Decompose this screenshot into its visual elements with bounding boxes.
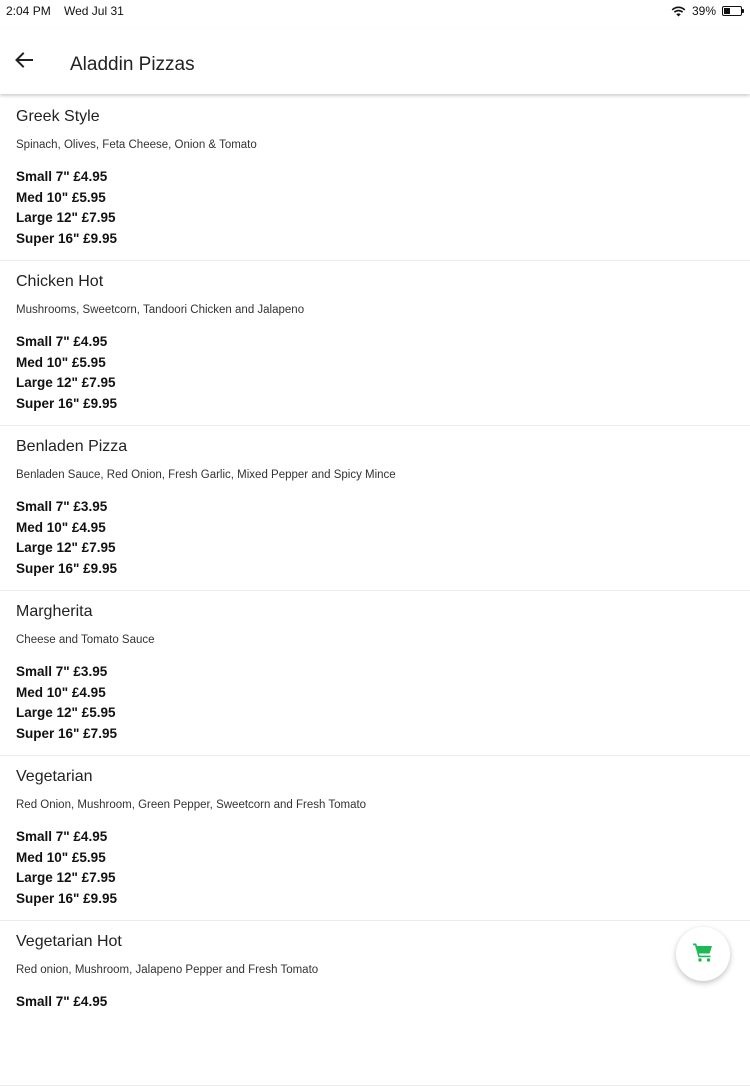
price-list: [16, 827, 117, 910]
price-option: Small 7" £4.95: [16, 829, 108, 844]
price-option: Super 16" £9.95: [16, 396, 117, 412]
battery-percent: 39%: [691, 4, 716, 18]
price-option: Med 10" £5.95: [16, 189, 106, 205]
price-option: Med 10" £5.95: [16, 354, 106, 370]
item-name: Chicken Hot: [16, 273, 104, 290]
item-description: Cheese and Tomato Sauce: [16, 634, 155, 646]
price-option: Small 7" £3.95: [16, 664, 108, 679]
price-option: Super 16" £9.95: [16, 231, 117, 247]
price-list: [16, 662, 117, 745]
menu-item[interactable]: [0, 591, 750, 756]
item-name: Vegetarian: [16, 768, 93, 785]
item-name: Greek Style: [16, 108, 100, 125]
status-indicators: [671, 4, 742, 18]
page-title: Aladdin Pizzas: [70, 54, 195, 75]
price-option: Large 12" £7.95: [16, 210, 116, 226]
price-list: [16, 992, 107, 1013]
price-option: Med 10" £5.95: [16, 849, 106, 865]
arrow-left-icon: [15, 52, 33, 73]
price-option: Large 12" £7.95: [16, 870, 116, 886]
price-option: Super 16" £9.95: [16, 561, 117, 577]
menu-item[interactable]: [0, 426, 750, 591]
battery-icon: [722, 6, 742, 16]
status-date: Wed Jul 31: [64, 4, 124, 18]
item-description: Benladen Sauce, Red Onion, Fresh Garlic, Mixed Pepper and Spicy Mince: [16, 469, 396, 481]
menu-item[interactable]: [0, 96, 750, 261]
menu-item[interactable]: [0, 921, 750, 1086]
price-option: Small 7" £4.95: [16, 334, 108, 349]
price-list: [16, 497, 117, 580]
item-description: Mushrooms, Sweetcorn, Tandoori Chicken and Jalapeno: [16, 304, 305, 316]
item-name: Vegetarian Hot: [16, 933, 122, 950]
price-option: Small 7" £4.95: [16, 994, 108, 1009]
menu-item[interactable]: [0, 756, 750, 921]
price-option: Large 12" £7.95: [16, 540, 116, 556]
cart-button[interactable]: [676, 927, 730, 981]
status-bar: [0, 0, 750, 24]
price-list: [16, 332, 117, 415]
price-option: Med 10" £4.95: [16, 684, 106, 700]
price-option: Large 12" £5.95: [16, 705, 116, 721]
item-description: Red Onion, Mushroom, Green Pepper, Sweetcorn and Fresh Tomato: [16, 799, 367, 811]
item-name: Benladen Pizza: [16, 438, 128, 455]
shopping-cart-icon: [692, 942, 714, 967]
menu-item[interactable]: [0, 261, 750, 426]
price-list: [16, 167, 117, 250]
menu-list: [0, 96, 750, 1086]
status-time: 2:04 PM: [6, 4, 51, 18]
item-description: Spinach, Olives, Feta Cheese, Onion & Tomato: [16, 139, 257, 151]
wifi-icon: [671, 6, 686, 17]
price-option: Super 16" £9.95: [16, 891, 117, 907]
price-option: Med 10" £4.95: [16, 519, 106, 535]
price-option: Small 7" £4.95: [16, 169, 108, 184]
back-button[interactable]: [10, 50, 38, 74]
item-name: Margherita: [16, 603, 93, 620]
item-description: Red onion, Mushroom, Jalapeno Pepper and Fresh Tomato: [16, 964, 319, 976]
app-bar: [0, 28, 750, 94]
price-option: Large 12" £7.95: [16, 375, 116, 391]
price-option: Super 16" £7.95: [16, 726, 117, 742]
price-option: Small 7" £3.95: [16, 499, 108, 514]
